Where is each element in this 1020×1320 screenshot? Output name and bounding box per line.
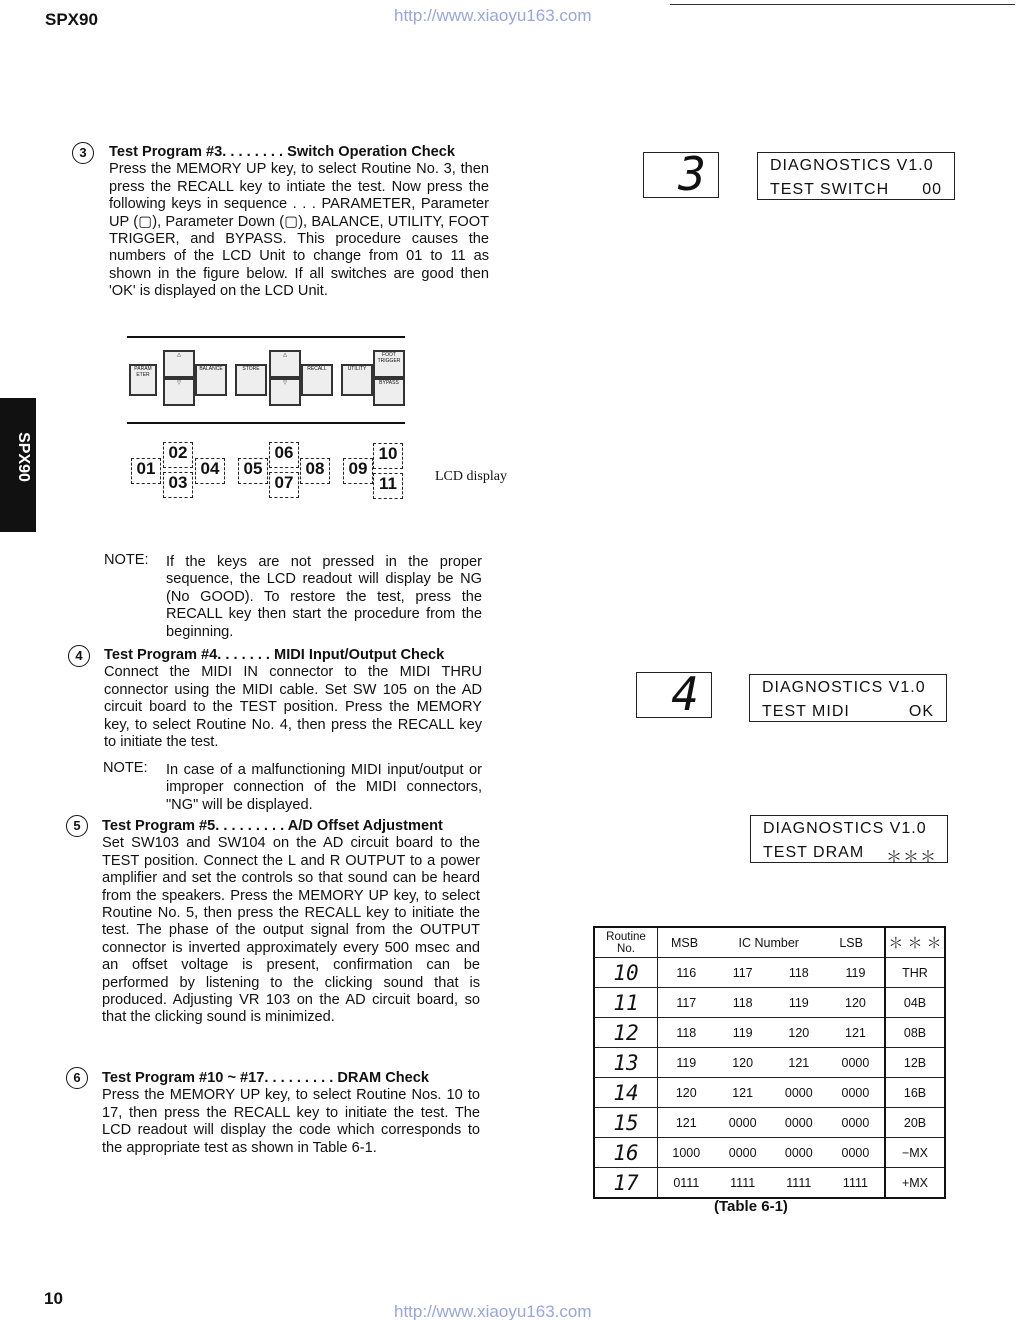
code-cell: 16B	[885, 1078, 945, 1108]
lcd-value: 00	[922, 181, 942, 198]
section-number: 4	[68, 645, 90, 667]
ic-cell: 1000	[658, 1138, 715, 1168]
ic-cell: 119	[827, 958, 885, 988]
recall-key: RECALL	[301, 364, 333, 396]
section-6	[102, 1070, 480, 1157]
parameter-key: PARAM ETER	[129, 364, 157, 396]
ic-cell: 121	[827, 1018, 885, 1048]
section-number: 3	[72, 142, 94, 164]
ic-cell: 118	[658, 1018, 715, 1048]
table-row	[594, 1018, 945, 1048]
routine-cell: 16	[594, 1138, 658, 1168]
lcd-number: 08	[300, 458, 330, 484]
ic-cell: 0000	[827, 1078, 885, 1108]
section-title: Test Program #10 ~ #17. . . . . . . . . DRAM Check	[102, 1070, 429, 1086]
routine-cell: 11	[594, 988, 658, 1018]
lcd-line2: TEST SWITCH	[770, 181, 890, 198]
header-ic: MSB IC Number LSB	[658, 927, 886, 958]
lcd-test-switch	[757, 152, 955, 200]
ic-cell: 0000	[827, 1138, 885, 1168]
table-row	[594, 1048, 945, 1078]
utility-key: UTILITY	[341, 364, 373, 396]
ic-cell: 120	[658, 1078, 715, 1108]
ic-cell: 119	[771, 988, 827, 1018]
lcd-number: 01	[131, 458, 161, 484]
table-row	[594, 1078, 945, 1108]
ic-cell: 0000	[771, 1108, 827, 1138]
code-cell: 08B	[885, 1018, 945, 1048]
ic-cell: 0000	[771, 1078, 827, 1108]
code-cell: +MX	[885, 1168, 945, 1199]
ic-cell: 118	[715, 988, 771, 1018]
balance-key: BALANCE	[195, 364, 227, 396]
code-cell: 12B	[885, 1048, 945, 1078]
down-arrow-icon: ▽	[163, 378, 195, 406]
lcd-line1: DIAGNOSTICS V1.0	[763, 820, 927, 837]
lcd-test-midi	[749, 674, 947, 722]
lcd-line1: DIAGNOSTICS V1.0	[770, 157, 934, 174]
ic-cell: 120	[827, 988, 885, 1018]
ic-cell: 120	[715, 1048, 771, 1078]
section-title: Test Program #5. . . . . . . . . A/D Offset Adjustment	[102, 818, 443, 834]
lcd-test-dram	[750, 815, 948, 866]
lcd-number: 02	[163, 442, 193, 468]
side-tab: SPX90	[0, 398, 36, 532]
ic-cell: 117	[658, 988, 715, 1018]
note-label: NOTE:	[103, 760, 148, 776]
ic-cell: 116	[658, 958, 715, 988]
section-title: Test Program #4. . . . . . . MIDI Input/Output Check	[104, 647, 445, 663]
note-label: NOTE:	[104, 552, 149, 568]
ic-cell: 119	[658, 1048, 715, 1078]
code-cell: 20B	[885, 1108, 945, 1138]
lcd-number: 11	[373, 473, 403, 499]
lcd-number: 05	[238, 458, 268, 484]
ic-cell: 0000	[827, 1048, 885, 1078]
routine-cell: 17	[594, 1168, 658, 1199]
routine-cell: 14	[594, 1078, 658, 1108]
table-row	[594, 1108, 945, 1138]
lcd-display-label: LCD display	[435, 469, 507, 484]
header-url[interactable]: http://www.xiaoyu163.com	[394, 6, 592, 25]
routine-digit-display: 4	[636, 672, 712, 718]
lcd-line1: DIAGNOSTICS V1.0	[762, 679, 926, 696]
down-arrow-icon: ▽	[269, 378, 301, 406]
lcd-number: 04	[195, 458, 225, 484]
up-arrow-icon: △	[163, 350, 195, 378]
ic-cell: 0000	[715, 1108, 771, 1138]
lcd-number: 07	[269, 472, 299, 498]
section-title: Test Program #3. . . . . . . . Switch Operation Check	[109, 144, 456, 160]
section-body: Press the MEMORY UP key, to select Routine Nos. 10 to 17, then press the RECALL key to initiate the test. The LCD readout will display the code which corresponds to the appropriate test as shown in Table 6-1.	[102, 1087, 480, 1156]
key-panel-figure	[127, 336, 405, 424]
lcd-number: 09	[343, 458, 373, 484]
header-routine: Routine No.	[594, 927, 658, 958]
table-row	[594, 1168, 945, 1199]
ic-cell: 0000	[827, 1108, 885, 1138]
section-number: 5	[66, 815, 88, 837]
section-body: Connect the MIDI IN connector to the MIDI THRU connector using the MIDI cable. Set SW 105 on the AD circuit board to the TEST position. Press the MEMORY key, to select Routine No. 4, then press the RECALL key to initiate the test.	[104, 664, 482, 751]
routine-cell: 13	[594, 1048, 658, 1078]
routine-cell: 12	[594, 1018, 658, 1048]
ic-cell: 1111	[827, 1168, 885, 1199]
routine-cell: 10	[594, 958, 658, 988]
lcd-line2: TEST DRAM	[763, 844, 865, 861]
routine-digit-display: 3	[643, 152, 719, 198]
section-4	[104, 647, 482, 751]
header-code: ＊ ＊ ＊	[885, 927, 945, 958]
section-5	[102, 818, 480, 1027]
ic-cell: 0000	[715, 1138, 771, 1168]
section-body: Set SW103 and SW104 on the AD circuit board to the TEST position. Connect the L and R OUTPUT to a power amplifier and set the controls so that sound can be heard from the speakers. Press the MEMORY UP key, to select Routine No. 5, then press the RECALL key to initiate the test. The phase of the output signal from the OUTPUT connector is inverted approximately every 500 msec and an offset voltage is present, confirmation can be performed by listening to the clicking sound that is produced. Adjusting VR 103 on the AD circuit board, so that the clicking sound is minimized.	[102, 835, 480, 1026]
ic-cell: 1111	[771, 1168, 827, 1199]
store-key: STORE	[235, 364, 267, 396]
lcd-number: 06	[269, 442, 299, 468]
ic-cell: 1111	[715, 1168, 771, 1199]
lcd-number: 10	[373, 443, 403, 469]
table-row	[594, 958, 945, 988]
lcd-number: 03	[163, 472, 193, 498]
up-arrow-icon: △	[269, 350, 301, 378]
model-header: SPX90	[45, 10, 98, 29]
lcd-line2: TEST MIDI	[762, 703, 850, 720]
code-cell: THR	[885, 958, 945, 988]
page-number: 10	[44, 1289, 63, 1308]
ic-cell: 121	[715, 1078, 771, 1108]
code-cell: 04B	[885, 988, 945, 1018]
ic-cell: 121	[771, 1048, 827, 1078]
foot-trigger-key: FOOT TRIGGER	[373, 350, 405, 378]
ic-cell: 121	[658, 1108, 715, 1138]
table-row	[594, 1138, 945, 1168]
header-rule	[670, 4, 1015, 5]
ic-cell: 0000	[771, 1138, 827, 1168]
code-cell: −MX	[885, 1138, 945, 1168]
ic-cell: 117	[715, 958, 771, 988]
note-text: In case of a malfunctioning MIDI input/output or improper connection of the MIDI connectors, "NG" will be displayed.	[166, 762, 482, 813]
bypass-key: BYPASS	[373, 378, 405, 406]
lcd-value: OK	[908, 703, 934, 720]
note-text: If the keys are not pressed in the proper sequence, the LCD readout will display be NG (No GOOD). To restore the test, press the RECALL key then start the procedure from the beginning.	[166, 554, 482, 640]
dram-check-table	[593, 926, 946, 1199]
ic-cell: 0111	[658, 1168, 715, 1199]
table-caption: (Table 6-1)	[714, 1198, 788, 1215]
ic-cell: 120	[771, 1018, 827, 1048]
ic-cell: 118	[771, 958, 827, 988]
section-number: 6	[66, 1067, 88, 1089]
ic-cell: 119	[715, 1018, 771, 1048]
routine-cell: 15	[594, 1108, 658, 1138]
section-3	[109, 144, 489, 301]
section-body: Press the MEMORY UP key, to select Routine No. 3, then press the RECALL key to intiate the test. Now press the following keys in sequence . . . PARAMETER, Parameter UP (▢), Parameter Down (▢), BALANCE, UTILITY, FOOT TRIGGER, and BYPASS. This procedure causes the numbers of the LCD Unit to change from 01 to 11 as shown in the figure below. If all switches are good then 'OK' is displayed on the LCD Unit.	[109, 161, 489, 300]
table-row	[594, 988, 945, 1018]
footer-url[interactable]: http://www.xiaoyu163.com	[394, 1302, 592, 1320]
lcd-value: ＊＊＊	[885, 849, 937, 866]
